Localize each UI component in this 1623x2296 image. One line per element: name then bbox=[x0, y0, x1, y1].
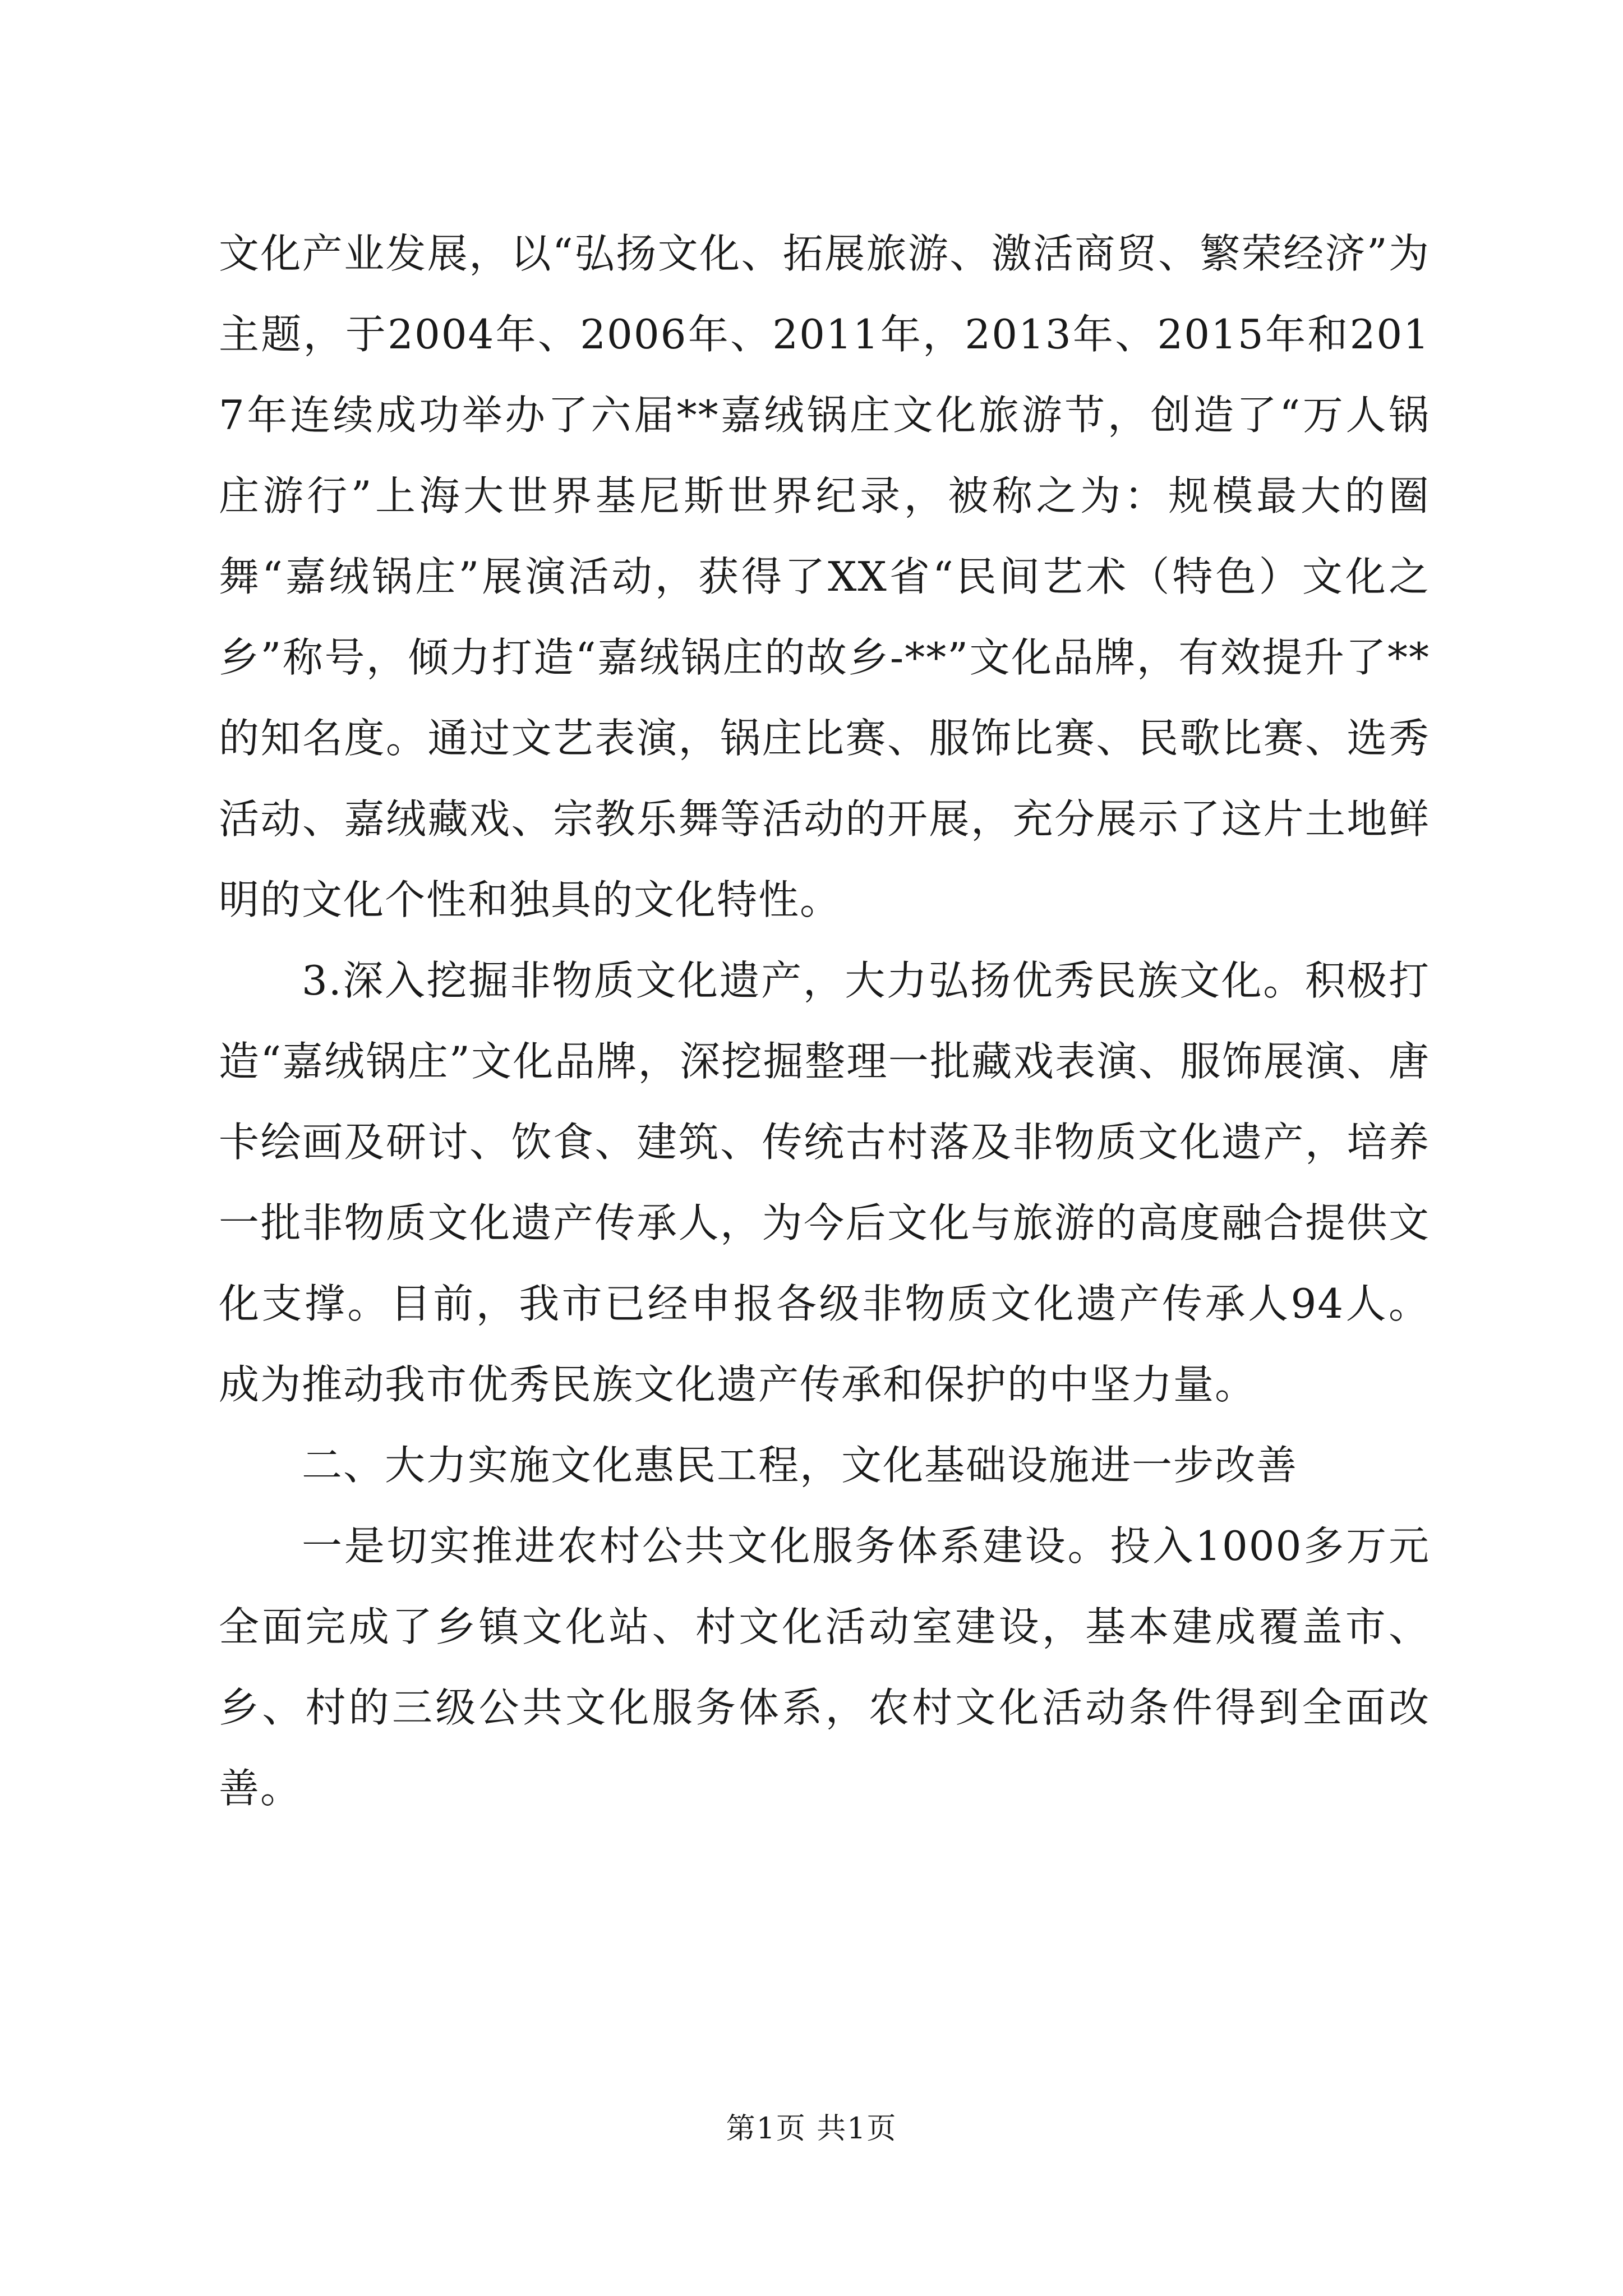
document-body bbox=[219, 213, 1430, 1829]
page-footer: 第1页 共1页 bbox=[726, 2112, 897, 2146]
paragraph-public-culture-service: 一是切实推进农村公共文化服务体系建设。投入1000多万元全面完成了乡镇文化站、村文化活动室建设，基本建成覆盖市、乡、村的三级公共文化服务体系，农村文化活动条件得到全面改善。 bbox=[219, 1522, 1430, 1812]
paragraph-intangible-heritage: 3.深入挖掘非物质文化遗产，大力弘扬优秀民族文化。积极打造“嘉绒锅庄”文化品牌，深挖掘整理一批藏戏表演、服饰展演、唐卡绘画及研讨、饮食、建筑、传统古村落及非物质文化遗产，培养一批非物质文化遗产传承人，为今后文化与旅游的高度融合提供文化支撑。目前，我市已经申报各级非物质文化遗产传承人94人。成为推动我市优秀民族文化遗产传承和保护的中坚力量。 bbox=[219, 957, 1430, 1408]
paragraph-culture-festival: 文化产业发展，以“弘扬文化、拓展旅游、激活商贸、繁荣经济”为主题，于2004年、2006年、2011年，2013年、2015年和2017年连续成功举办了六届**嘉绒锅庄文化旅游节，创造了“万人锅庄游行”上海大世界基尼斯世界纪录，被称之为：规模最大的圈舞“嘉绒锅庄”展演活动，获得了XX省“民间艺术（特色）文化之乡”称号，倾力打造“嘉绒锅庄的故乡-**”文化品牌，有效提升了**的知名度。通过文艺表演，锅庄比赛、服饰比赛、民歌比赛、选秀活动、嘉绒藏戏、宗教乐舞等活动的开展，充分展示了这片土地鲜明的文化个性和独具的文化特性。 bbox=[219, 230, 1430, 923]
section-heading: 二、大力实施文化惠民工程，文化基础设施进一步改善 bbox=[302, 1442, 1298, 1489]
